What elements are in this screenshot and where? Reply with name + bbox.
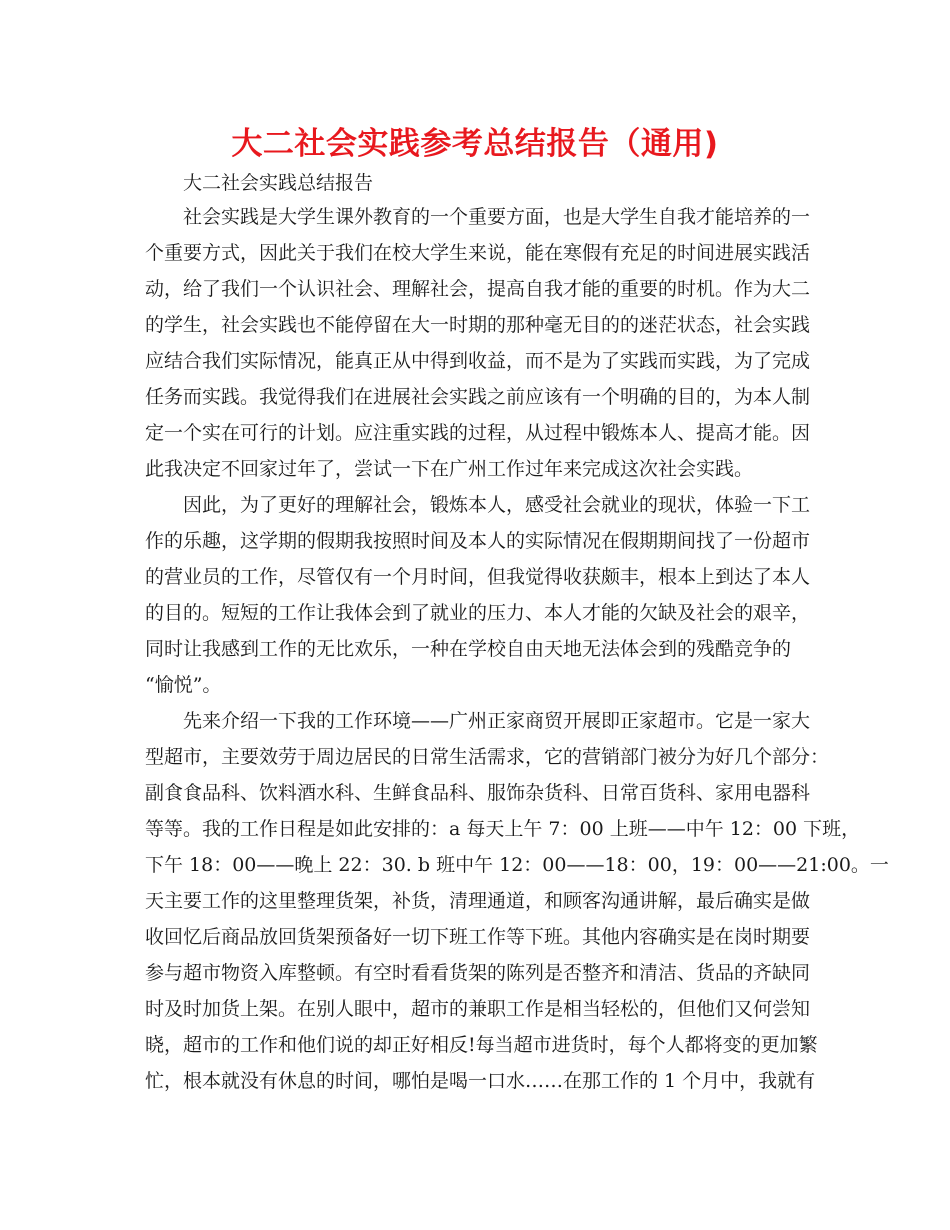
text-line: 此我决定不回家过年了，尝试一下在广州工作过年来完成这次社会实践。 <box>145 458 754 480</box>
text-line: 晓，超市的工作和他们说的却正好相反!每当超市进货时，每个人都将变的更加繁 <box>145 1034 818 1056</box>
document-subtitle: 大二社会实践总结报告 <box>183 172 374 194</box>
text-line: 定一个实在可行的计划。应注重实践的过程，从过程中锻炼本人、提高才能。因 <box>145 422 811 444</box>
text-line: 同时让我感到工作的无比欢乐，一种在学校自由天地无法体会到的残酷竞争的 <box>145 638 792 660</box>
document-title: 大二社会实践参考总结报告（通用) <box>231 126 719 162</box>
text-line: 天主要工作的这里整理货架，补货，清理通道，和顾客沟通讲解，最后确实是做 <box>145 890 811 912</box>
text-line: 的学生，社会实践也不能停留在大一时期的那种毫无目的的迷茫状态，社会实践 <box>145 314 811 336</box>
text-line: 忙，根本就没有休息的时间，哪怕是喝一口水……在那工作的 1 个月中，我就有 <box>145 1070 816 1092</box>
text-line: 参与超市物资入库整顿。有空时看看货架的陈列是否整齐和清洁、货品的齐缺同 <box>145 962 811 984</box>
text-line: 副食食品科、饮料酒水科、生鲜食品科、服饰杂货科、日常百货科、家用电器科 <box>145 782 811 804</box>
text-line: 的目的。短短的工作让我体会到了就业的压力、本人才能的欠缺及社会的艰辛， <box>145 602 811 624</box>
text-line: 时及时加货上架。在别人眼中，超市的兼职工作是相当轻松的，但他们又何尝知 <box>145 998 811 1020</box>
text-line: 型超市，主要效劳于周边居民的日常生活需求，它的营销部门被分为好几个部分： <box>145 746 830 768</box>
text-line: 社会实践是大学生课外教育的一个重要方面，也是大学生自我才能培养的一 <box>183 206 811 228</box>
text-line: 因此，为了更好的理解社会，锻炼本人，感受社会就业的现状，体验一下工 <box>183 494 811 516</box>
text-line: 任务而实践。我觉得我们在进展社会实践之前应该有一个明确的目的，为本人制 <box>145 386 811 408</box>
text-line: “愉悦”。 <box>145 674 222 696</box>
text-line: 个重要方式，因此关于我们在校大学生来说，能在寒假有充足的时间进展实践活 <box>145 242 811 264</box>
text-line: 动，给了我们一个认识社会、理解社会，提高自我才能的重要的时机。作为大二 <box>145 278 811 300</box>
text-line: 的营业员的工作，尽管仅有一个月时间，但我觉得收获颇丰，根本上到达了本人 <box>145 566 811 588</box>
text-line: 收回忆后商品放回货架预备好一切下班工作等下班。其他内容确实是在岗时期要 <box>145 926 811 948</box>
text-line: 先来介绍一下我的工作环境——广州正家商贸开展即正家超市。它是一家大 <box>183 710 811 732</box>
text-line: 等等。我的工作日程是如此安排的：a 每天上午 7：00 上班——中午 12：00 下班， <box>145 818 861 840</box>
text-line: 作的乐趣，这学期的假期我按照时间及本人的实际情况在假期期间找了一份超市 <box>145 530 811 552</box>
text-line: 下午 18：00——晚上 22：30. b 班中午 12：00——18：00，19：00——21:00。一 <box>145 854 889 876</box>
text-line: 应结合我们实际情况，能真正从中得到收益，而不是为了实践而实践，为了完成 <box>145 350 811 372</box>
